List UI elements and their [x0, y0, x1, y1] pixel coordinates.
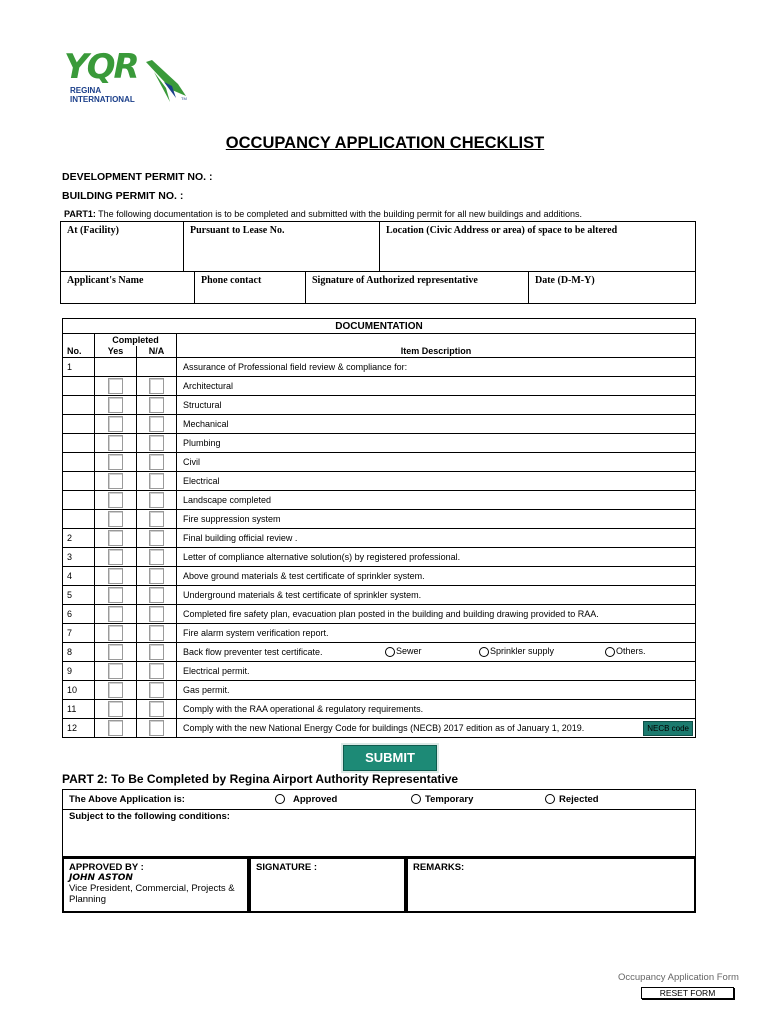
na-cell: [137, 700, 177, 719]
row-number: [63, 510, 95, 529]
item-description-cell: [177, 396, 696, 415]
development-permit-label: DEVELOPMENT PERMIT NO. :: [62, 171, 213, 183]
table-row: [63, 624, 696, 643]
row-number: [63, 377, 95, 396]
row-number: [63, 434, 95, 453]
building-permit-label: BUILDING PERMIT NO. :: [62, 190, 184, 202]
item-description-cell: [177, 643, 696, 662]
na-cell: [137, 548, 177, 567]
na-cell: [137, 415, 177, 434]
phone-field[interactable]: [195, 272, 306, 304]
header-blank: [63, 334, 95, 346]
item-description: Civil: [183, 457, 200, 467]
table-row: [63, 377, 696, 396]
na-checkbox[interactable]: [149, 492, 164, 508]
row-number: [63, 396, 95, 415]
remarks-label: REMARKS:: [413, 862, 465, 873]
others-radio[interactable]: [605, 647, 615, 657]
table-row: [63, 643, 696, 662]
approved-radio[interactable]: [275, 794, 285, 804]
yes-checkbox[interactable]: [108, 492, 123, 508]
yes-cell: [95, 434, 137, 453]
na-cell: [137, 681, 177, 700]
header-blank-2: [177, 334, 696, 346]
yes-cell: [95, 453, 137, 472]
table-row: [63, 510, 696, 529]
approved-by-label: APPROVED BY :: [69, 862, 144, 873]
location-field[interactable]: [380, 222, 696, 271]
yes-checkbox[interactable]: [108, 663, 123, 679]
row-number: 1: [63, 358, 95, 377]
na-cell: [137, 358, 177, 377]
temporary-radio[interactable]: [411, 794, 421, 804]
reset-form-button[interactable]: RESET FORM: [641, 987, 734, 999]
na-checkbox[interactable]: [149, 701, 164, 717]
item-description: Underground materials & test certificate of sprinkler system.: [183, 590, 422, 600]
item-description-cell: [177, 548, 696, 567]
submit-button[interactable]: SUBMIT: [343, 745, 437, 771]
logo-line2: INTERNATIONAL: [70, 95, 135, 104]
item-description-cell: [177, 434, 696, 453]
table-row: [63, 358, 696, 377]
application-status-label: The Above Application is:: [69, 794, 185, 805]
na-checkbox[interactable]: [149, 663, 164, 679]
item-description: Back flow preventer test certificate.: [183, 647, 323, 657]
applicant-label: Applicant's Name: [67, 275, 144, 286]
item-description-cell: [177, 358, 696, 377]
logo-line1: REGINA: [70, 86, 102, 95]
item-description-cell: [177, 472, 696, 491]
item-description-cell: [177, 415, 696, 434]
na-checkbox[interactable]: [149, 530, 164, 546]
sewer-option[interactable]: [385, 646, 422, 657]
rejected-radio[interactable]: [545, 794, 555, 804]
item-description-cell: [177, 510, 696, 529]
col-yes-header: Yes: [95, 346, 137, 358]
item-description: Landscape completed: [183, 495, 272, 505]
table-row: [63, 415, 696, 434]
row-number: 10: [63, 681, 95, 700]
col-na-header: N/A: [137, 346, 177, 358]
na-checkbox[interactable]: [149, 625, 164, 641]
documentation-title: DOCUMENTATION: [63, 319, 696, 334]
yes-cell: [95, 491, 137, 510]
yes-checkbox[interactable]: [108, 435, 123, 451]
part2-heading: PART 2: To Be Completed by Regina Airport Authority Representative: [62, 772, 459, 786]
row-number: 8: [63, 643, 95, 662]
item-description: Electrical: [183, 476, 220, 486]
item-description: Plumbing: [183, 438, 221, 448]
col-no-header: No.: [63, 346, 95, 358]
na-checkbox[interactable]: [149, 511, 164, 527]
item-description-cell: [177, 624, 696, 643]
item-description-cell: [177, 681, 696, 700]
yes-cell: [95, 700, 137, 719]
na-cell: [137, 567, 177, 586]
item-description: Comply with the RAA operational & regulatory requirements.: [183, 704, 424, 714]
yqr-logo: [64, 47, 194, 106]
na-checkbox[interactable]: [149, 435, 164, 451]
table-row: [63, 529, 696, 548]
signature-label: Signature of Authorized representative: [312, 275, 478, 286]
yes-cell: [95, 472, 137, 491]
row-number: 11: [63, 700, 95, 719]
na-checkbox[interactable]: [149, 568, 164, 584]
yes-checkbox[interactable]: [108, 416, 123, 432]
item-description-cell: [177, 377, 696, 396]
yes-checkbox[interactable]: [108, 701, 123, 717]
yes-checkbox[interactable]: [108, 587, 123, 603]
rejected-label: Rejected: [559, 794, 599, 805]
row-number: 3: [63, 548, 95, 567]
item-description-cell: [177, 719, 696, 738]
yes-cell: [95, 719, 137, 738]
na-cell: [137, 510, 177, 529]
yes-checkbox[interactable]: [108, 397, 123, 413]
table-row: [63, 491, 696, 510]
yes-cell: [95, 605, 137, 624]
yes-cell: [95, 415, 137, 434]
temporary-label: Temporary: [425, 794, 474, 805]
table-row: [63, 548, 696, 567]
item-description-cell: [177, 662, 696, 681]
part1-label: PART1:: [64, 209, 96, 219]
row-number: 6: [63, 605, 95, 624]
item-description-cell: [177, 453, 696, 472]
others-option[interactable]: [605, 646, 646, 657]
table-row: [63, 605, 696, 624]
na-cell: [137, 491, 177, 510]
approved-by-box[interactable]: [62, 857, 249, 913]
approved-label: Approved: [293, 794, 338, 805]
row-number: [63, 415, 95, 434]
yes-cell: [95, 358, 137, 377]
table-row: [63, 396, 696, 415]
yes-checkbox[interactable]: [108, 644, 123, 660]
item-description-cell: [177, 491, 696, 510]
row-number: 5: [63, 586, 95, 605]
approved-option[interactable]: [275, 794, 337, 805]
divider: [63, 809, 695, 810]
item-description: Electrical permit.: [183, 666, 250, 676]
yes-cell: [95, 377, 137, 396]
table-row: [63, 586, 696, 605]
yes-cell: [95, 681, 137, 700]
table-row: [63, 681, 696, 700]
facility-label: At (Facility): [67, 225, 119, 236]
item-description: Fire suppression system: [183, 514, 281, 524]
yes-checkbox[interactable]: [108, 606, 123, 622]
conditions-label: Subject to the following conditions:: [69, 811, 230, 822]
table-row: [63, 700, 696, 719]
yes-checkbox[interactable]: [108, 625, 123, 641]
yes-cell: [95, 586, 137, 605]
na-checkbox[interactable]: [149, 397, 164, 413]
item-description: Comply with the new National Energy Code for buildings (NECB) 2017 edition as of January 1, 2019.: [183, 723, 585, 733]
item-description: Fire alarm system verification report.: [183, 628, 329, 638]
sewer-radio[interactable]: [385, 647, 395, 657]
row-number: 7: [63, 624, 95, 643]
yes-checkbox[interactable]: [108, 568, 123, 584]
table-row: [63, 472, 696, 491]
na-cell: [137, 586, 177, 605]
na-cell: [137, 396, 177, 415]
na-checkbox[interactable]: [149, 682, 164, 698]
yes-cell: [95, 510, 137, 529]
na-checkbox[interactable]: [149, 378, 164, 394]
item-description: Mechanical: [183, 419, 229, 429]
part1-text: The following documentation is to be completed and submitted with the building permit for all new buildings and additions.: [95, 209, 582, 219]
item-description-cell: [177, 567, 696, 586]
row-number: [63, 491, 95, 510]
yes-checkbox[interactable]: [108, 454, 123, 470]
na-cell: [137, 377, 177, 396]
remarks-box[interactable]: [406, 857, 696, 913]
sprinkler-supply-radio[interactable]: [479, 647, 489, 657]
part1-instruction: [64, 209, 582, 219]
part1-table: [60, 221, 696, 304]
facility-field[interactable]: [61, 222, 184, 271]
yes-checkbox[interactable]: [108, 549, 123, 565]
page-title: OCCUPANCY APPLICATION CHECKLIST: [225, 134, 545, 152]
yes-checkbox[interactable]: [108, 378, 123, 394]
item-description: Gas permit.: [183, 685, 230, 695]
form-name: Occupancy Application Form: [618, 972, 739, 983]
na-cell: [137, 605, 177, 624]
yes-checkbox[interactable]: [108, 720, 123, 736]
part2-status-table: [62, 789, 696, 857]
na-cell: [137, 662, 177, 681]
documentation-table: [62, 318, 696, 738]
logo-mark: YQR: [64, 47, 138, 87]
na-cell: [137, 643, 177, 662]
signature-box[interactable]: [249, 857, 406, 913]
part1-row-1: [61, 222, 695, 272]
item-description: Above ground materials & test certificate of sprinkler system.: [183, 571, 425, 581]
part1-row-2: [61, 272, 695, 304]
yes-checkbox[interactable]: [108, 511, 123, 527]
na-cell: [137, 624, 177, 643]
na-cell: [137, 472, 177, 491]
na-checkbox[interactable]: [149, 644, 164, 660]
yes-cell: [95, 567, 137, 586]
na-checkbox[interactable]: [149, 416, 164, 432]
yes-cell: [95, 548, 137, 567]
yes-checkbox[interactable]: [108, 530, 123, 546]
yes-cell: [95, 624, 137, 643]
sprinkler-supply-label: Sprinkler supply: [490, 646, 555, 656]
na-cell: [137, 434, 177, 453]
logo-subtitle: [70, 86, 135, 104]
item-description-cell: [177, 586, 696, 605]
necb-code-button[interactable]: NECB code: [643, 721, 693, 736]
approver-title: Vice President, Commercial, Projects & Planning: [69, 883, 235, 905]
table-row: [63, 662, 696, 681]
yes-cell: [95, 396, 137, 415]
others-label: Others.: [616, 646, 646, 656]
item-description: Letter of compliance alternative solution(s) by registered professional.: [183, 552, 461, 562]
na-checkbox[interactable]: [149, 587, 164, 603]
date-label: Date (D-M-Y): [535, 275, 595, 286]
sprinkler-supply-option[interactable]: [479, 646, 554, 657]
na-checkbox[interactable]: [149, 720, 164, 736]
item-description: Structural: [183, 400, 222, 410]
table-row: [63, 719, 696, 738]
temporary-option[interactable]: [411, 794, 473, 805]
na-checkbox[interactable]: [149, 473, 164, 489]
item-description-cell: [177, 605, 696, 624]
phone-label: Phone contact: [201, 275, 262, 286]
yes-checkbox[interactable]: [108, 473, 123, 489]
signature-label: SIGNATURE :: [256, 862, 318, 873]
item-description-cell: [177, 529, 696, 548]
approver-signature: JOHN ASTON: [69, 873, 133, 883]
row-number: 12: [63, 719, 95, 738]
trademark: TM: [181, 96, 187, 101]
na-cell: [137, 453, 177, 472]
rejected-option[interactable]: [545, 794, 599, 805]
sewer-label: Sewer: [396, 646, 422, 656]
na-checkbox[interactable]: [149, 606, 164, 622]
location-label: Location (Civic Address or area) of space to be altered: [386, 225, 618, 236]
table-row: [63, 453, 696, 472]
na-checkbox[interactable]: [149, 454, 164, 470]
item-description-cell: [177, 700, 696, 719]
row-number: 4: [63, 567, 95, 586]
item-description: Completed fire safety plan, evacuation plan posted in the building and building drawing provided to RAA.: [183, 609, 599, 619]
na-cell: [137, 529, 177, 548]
lease-field[interactable]: [184, 222, 380, 271]
lease-label: Pursuant to Lease No.: [190, 225, 285, 236]
row-number: 2: [63, 529, 95, 548]
signature-field[interactable]: [306, 272, 529, 304]
completed-header: Completed: [95, 334, 177, 346]
na-cell: [137, 719, 177, 738]
item-description: Architectural: [183, 381, 234, 391]
row-number: 9: [63, 662, 95, 681]
yes-cell: [95, 643, 137, 662]
item-description: Final building official review .: [183, 533, 298, 543]
col-desc-header: Item Description: [177, 346, 696, 358]
table-row: [63, 567, 696, 586]
row-number: [63, 472, 95, 491]
applicant-field[interactable]: [61, 272, 195, 304]
yes-cell: [95, 662, 137, 681]
item-description: Assurance of Professional field review & compliance for:: [183, 362, 408, 372]
yes-cell: [95, 529, 137, 548]
na-checkbox[interactable]: [149, 549, 164, 565]
table-row: [63, 434, 696, 453]
yes-checkbox[interactable]: [108, 682, 123, 698]
date-field[interactable]: [529, 272, 696, 304]
row-number: [63, 453, 95, 472]
